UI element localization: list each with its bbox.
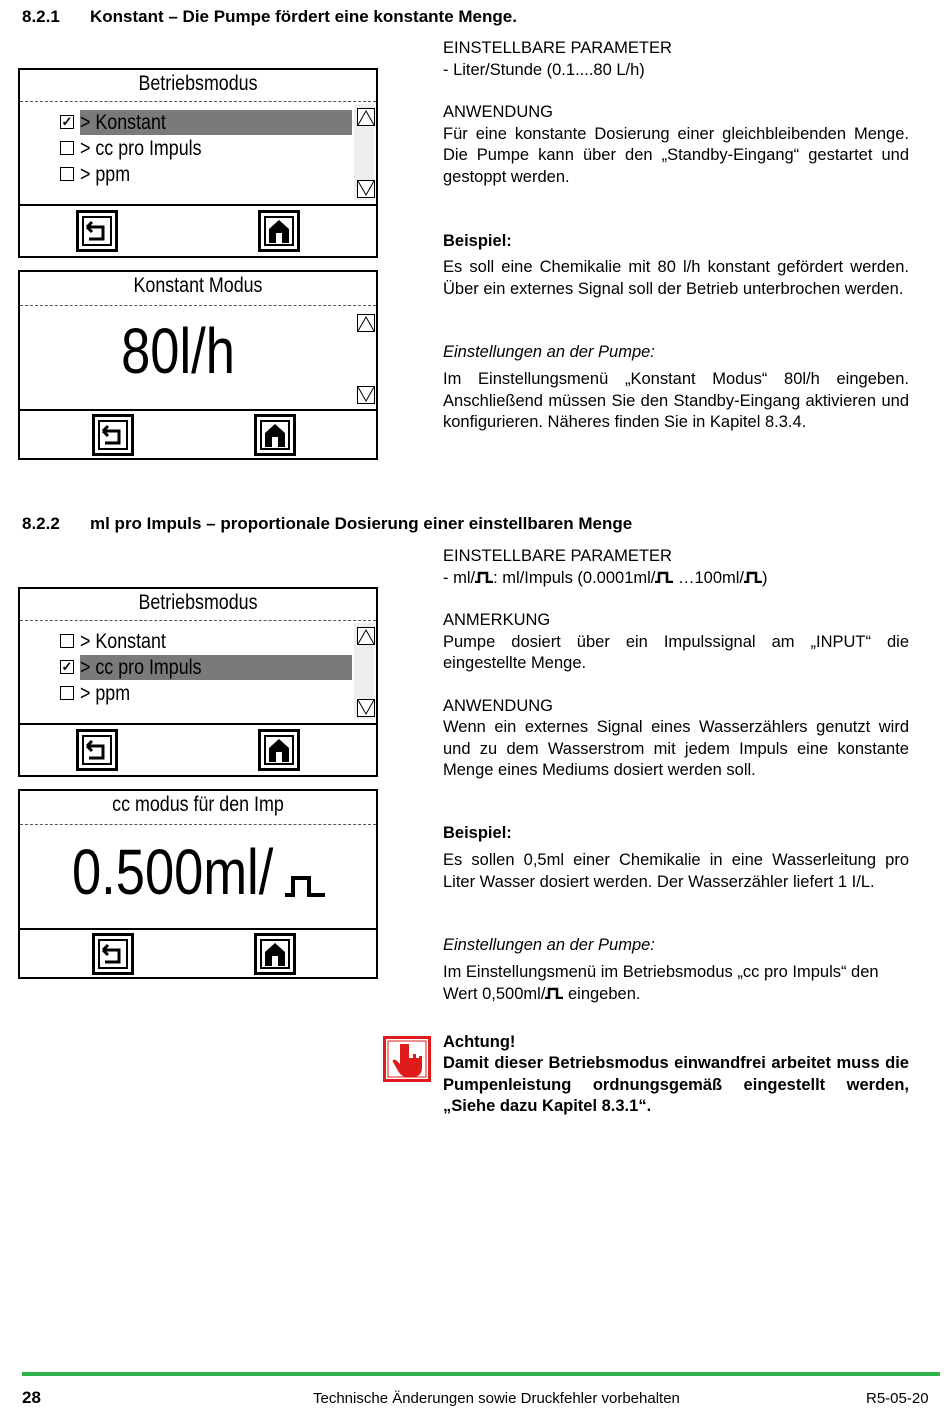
footer-note: Technische Änderungen sowie Druckfehler vorbehalten — [313, 1390, 680, 1407]
scroll-up-icon[interactable] — [357, 314, 375, 332]
pulse-icon — [655, 571, 673, 583]
option-ppm[interactable]: > ppm — [80, 682, 131, 705]
back-icon — [95, 417, 131, 453]
option-ppm[interactable]: > ppm — [80, 163, 131, 186]
option-konstant[interactable]: > Konstant — [80, 110, 352, 135]
einstellungen-text: Im Einstellungsmenü „Konstant Modus“ 80l/h eingeben. Anschließend müssen Sie den Standby-Eingang aktivieren und konfigurieren. Näheres finden Sie in Kapitel 8.3.4. — [443, 370, 909, 431]
back-icon — [79, 213, 115, 249]
section-heading: Konstant – Die Pumpe fördert eine konstante Menge. — [90, 7, 517, 26]
einstellungen-title: Einstellungen an der Pumpe: — [443, 343, 655, 361]
home-button[interactable] — [254, 414, 296, 456]
einstellungen-title: Einstellungen an der Pumpe: — [443, 936, 655, 954]
anwendung-text: Für eine konstante Dosierung einer gleichbleibenden Menge. Die Pumpe kann über den „Standby-Eingang“ gestartet und gestoppt werden. — [443, 124, 909, 186]
section2-text — [443, 546, 909, 782]
params-title: EINSTELLBARE PARAMETER — [443, 547, 672, 565]
scroll-down-icon[interactable] — [357, 180, 375, 198]
home-icon — [257, 936, 293, 972]
checkbox-ppm[interactable] — [60, 686, 74, 700]
back-icon — [95, 936, 131, 972]
checkbox-cc-pro-impuls[interactable]: ✓ — [61, 659, 73, 674]
lcd-title: cc modus für den Imp — [112, 793, 284, 816]
footer-divider — [22, 1372, 940, 1376]
pulse-icon — [285, 875, 325, 897]
anwendung-title: ANWENDUNG — [443, 696, 553, 715]
checkbox-ppm[interactable] — [60, 167, 74, 181]
warning-hand-icon — [383, 1036, 431, 1082]
option-cc-pro-impuls[interactable]: > cc pro Impuls — [80, 137, 202, 160]
back-button[interactable] — [92, 933, 134, 975]
home-button[interactable] — [258, 729, 300, 771]
option-konstant[interactable]: > Konstant — [80, 630, 166, 653]
anwendung-title: ANWENDUNG — [443, 103, 553, 121]
footer-revision: R5-05-20 — [866, 1390, 929, 1407]
back-icon — [79, 732, 115, 768]
lcd-title: Konstant Modus — [133, 274, 263, 297]
dose-value: 0.500ml/ — [72, 836, 274, 908]
achtung-title: Achtung! — [443, 1033, 516, 1051]
scroll-up-icon[interactable] — [357, 627, 375, 645]
lcd-konstant-modus — [18, 270, 378, 460]
home-button[interactable] — [258, 210, 300, 252]
checkbox-konstant[interactable] — [60, 634, 74, 648]
einstellungen-text: Im Einstellungsmenü im Betriebsmodus „cc pro Impuls“ den Wert 0,500ml/ eingeben. — [443, 963, 879, 1003]
params-value: - ml/ : ml/Impuls (0.0001ml/ …100ml/ ) — [443, 568, 768, 587]
pulse-icon — [545, 987, 563, 999]
lcd-betriebsmodus-1 — [18, 68, 378, 258]
scroll-up-icon[interactable] — [357, 108, 375, 126]
flow-value: 80l/h — [121, 315, 235, 387]
beispiel-title: Beispiel: — [443, 824, 512, 842]
anmerkung-title: ANMERKUNG — [443, 611, 551, 629]
anmerkung-text: Pumpe dosiert über ein Impulssignal am „INPUT“ die eingestellte Menge. — [443, 632, 909, 672]
home-button[interactable] — [254, 933, 296, 975]
params-value: - Liter/Stunde (0.1....80 L/h) — [443, 60, 645, 79]
pulse-icon — [744, 571, 762, 583]
back-button[interactable] — [92, 414, 134, 456]
anwendung-text: Wenn ein externes Signal eines Wasserzählers genutzt wird und zu dem Wasserstrom mit jedem Impuls eine konstante Menge eines Mediums dosiert werden soll. — [443, 718, 909, 779]
section-number: 8.2.2 — [22, 514, 60, 533]
scroll-down-icon[interactable] — [357, 699, 375, 717]
lcd-betriebsmodus-2 — [18, 587, 378, 777]
page-number: 28 — [22, 1388, 41, 1407]
checkbox-cc-pro-impuls[interactable] — [60, 141, 74, 155]
home-icon — [261, 213, 297, 249]
achtung-text: Damit dieser Betriebsmodus einwandfrei arbeitet muss die Pumpenleistung ordnungsgemäß eingestellt werden, „Siehe dazu Kapitel 8.3.1“. — [443, 1054, 909, 1115]
beispiel-text: Es soll eine Chemikalie mit 80 l/h konstant gefördert werden. Über ein externes Signal soll der Betrieb unterbrochen werden. — [443, 258, 909, 298]
home-icon — [261, 732, 297, 768]
beispiel-text: Es sollen 0,5ml einer Chemikalie in eine Wasserleitung pro Liter Wasser dosiert werden. Der Wasserzähler liefert 1 I/L. — [443, 851, 909, 891]
lcd-title: Betriebsmodus — [138, 72, 258, 95]
section-heading: ml pro Impuls – proportionale Dosierung einer einstellbaren Menge — [90, 514, 633, 533]
params-title: EINSTELLBARE PARAMETER — [443, 39, 672, 57]
scroll-down-icon[interactable] — [357, 386, 375, 404]
home-icon — [257, 417, 293, 453]
pulse-icon — [475, 571, 493, 583]
beispiel-title: Beispiel: — [443, 232, 512, 250]
back-button[interactable] — [76, 729, 118, 771]
option-cc-pro-impuls[interactable]: > cc pro Impuls — [80, 655, 352, 680]
lcd-title: Betriebsmodus — [138, 591, 258, 614]
back-button[interactable] — [76, 210, 118, 252]
checkbox-konstant[interactable]: ✓ — [61, 114, 73, 129]
section-number: 8.2.1 — [22, 7, 60, 26]
lcd-cc-modus — [18, 789, 378, 979]
section1-text — [443, 38, 909, 188]
